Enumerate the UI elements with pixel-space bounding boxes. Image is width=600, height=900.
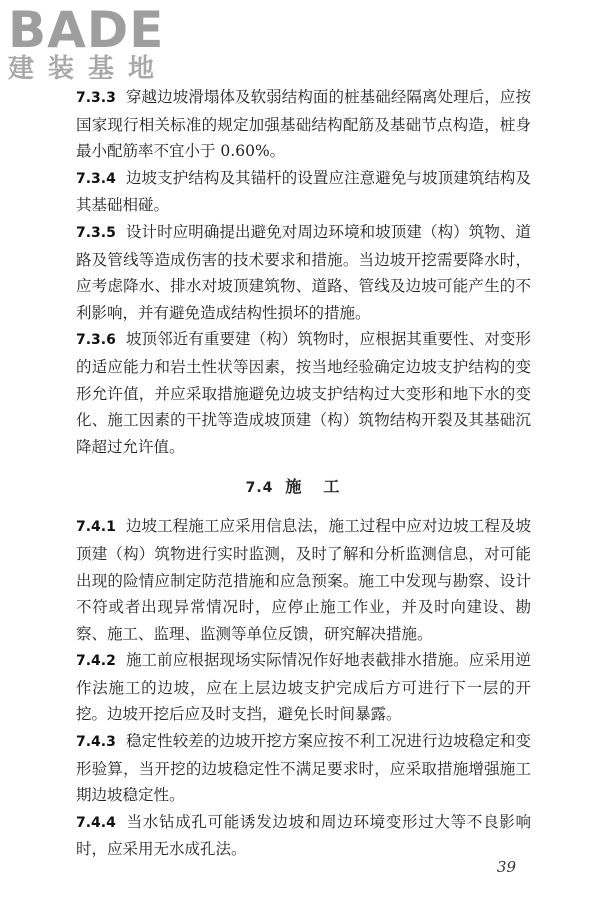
clause-number: 7.3.6	[76, 332, 116, 349]
document-body	[76, 84, 531, 863]
clause-text: 当水钻成孔可能诱发边坡和周边环境变形过大等不良影响时，应采用无水成孔法。	[76, 812, 531, 859]
clause-7-4-4	[76, 809, 531, 863]
clause-text: 穿越边坡滑塌体及软弱结构面的桩基础经隔离处理后，应按国家现行相关标准的规定加强基础结构配筋及基础节点构造，桩身最小配筋率不宜小于 0.60%。	[76, 88, 531, 161]
clause-7-3-3	[76, 84, 531, 165]
clause-number: 7.3.3	[76, 90, 116, 106]
bade-watermark-logo	[8, 1, 169, 84]
clause-text: 设计时应明确提出避免对周边环境和坡顶建（构）筑物、道路及管线等造成伤害的技术要求和措施。当边坡开挖需要降水时，应考虑降水、排水对坡顶建筑物、道路、管线及边坡可能产生的不利影响，并有避免造成结构性损坏的措施。	[76, 222, 531, 322]
clause-text: 边坡支护结构及其锚杆的设置应注意避免与坡顶建筑结构及其基础相碰。	[76, 168, 531, 215]
clause-text: 坡顶邻近有重要建（构）筑物时，应根据其重要性、对变形的适应能力和岩土性状等因素，按当地经验确定边坡支护结构的变形允许值，并应采取措施避免边坡支护结构过大变形和地下水的变化、施工因素的干扰等造成坡顶建（构）筑物结构开裂及其基础沉降超过允许值。	[76, 330, 531, 456]
section-number: 7.4	[245, 480, 274, 497]
clause-number: 7.4.3	[76, 734, 116, 751]
clause-7-4-2	[76, 647, 531, 728]
clause-7-3-4	[76, 165, 531, 219]
watermark-chinese: 建装基地	[8, 54, 169, 84]
clause-number: 7.4.4	[76, 814, 116, 831]
clause-7-4-3	[76, 728, 531, 809]
clause-number: 7.4.1	[76, 519, 116, 536]
page-number: 39	[496, 858, 516, 876]
watermark-latin: BADE	[8, 1, 165, 59]
clause-text: 施工前应根据现场实际情况作好地表截排水措施。应采用逆作法施工的边坡，应在上层边坡支护完成后方可进行下一层的开挖。边坡开挖后应及时支挡，避免长时间暴露。	[76, 651, 531, 724]
clause-number: 7.4.2	[76, 653, 116, 670]
section-heading	[76, 474, 531, 497]
clause-7-3-5	[76, 219, 531, 326]
clause-text: 边坡工程施工应采用信息法，施工过程中应对边坡工程及坡顶建（构）筑物进行实时监测，及时了解和分析监测信息，对可能出现的险情应制定防范措施和应急预案。施工中发现与勘察、设计不符或者出现异常情况时，应停止施工作业，并及时向建设、勘察、施工、监理、监测等单位反馈，研究解决措施。	[76, 517, 531, 643]
section-title: 施工	[285, 477, 362, 497]
clause-number: 7.3.4	[76, 170, 116, 187]
clause-7-3-6	[76, 326, 531, 460]
clause-7-4-1	[76, 513, 531, 647]
clause-number: 7.3.5	[76, 224, 116, 241]
clause-text: 稳定性较差的边坡开挖方案应按不利工况进行边坡稳定和变形验算，当开挖的边坡稳定性不满足要求时，应采取措施增强施工期边坡稳定性。	[76, 732, 531, 805]
